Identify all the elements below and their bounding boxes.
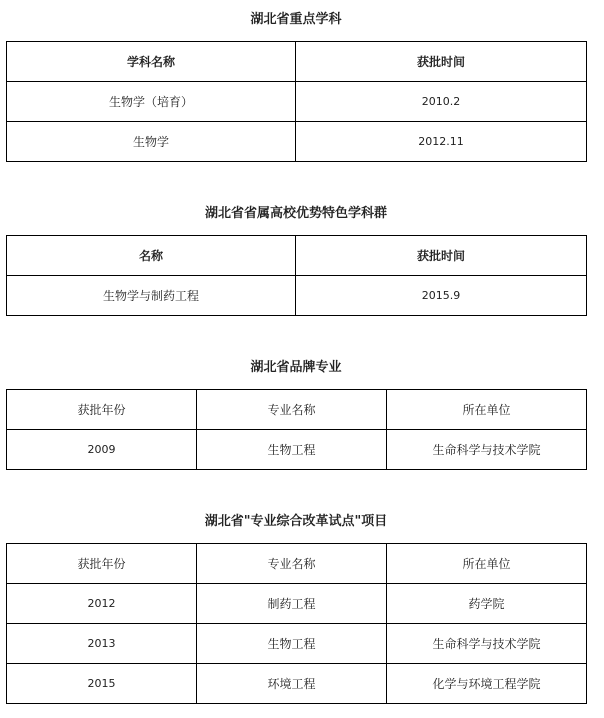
section-title-reform-pilot: 湖北省"专业综合改革试点"项目 — [204, 514, 388, 529]
column-header: 专业名称 — [197, 390, 387, 430]
table-cell: 2013 — [7, 624, 197, 664]
column-header: 名称 — [7, 236, 296, 276]
column-header: 所在单位 — [387, 544, 587, 584]
key-disciplines-table — [6, 41, 587, 162]
table-cell: 2010.2 — [296, 82, 587, 122]
table-cell: 生物工程 — [197, 430, 387, 470]
table-header-row — [7, 42, 587, 82]
section-title-key-disciplines: 湖北省重点学科 — [250, 12, 342, 27]
section-title-brand-majors: 湖北省品牌专业 — [250, 360, 342, 375]
table-cell: 2015.9 — [296, 276, 587, 316]
table-row — [7, 664, 587, 704]
column-header: 获批年份 — [7, 544, 197, 584]
column-header: 获批时间 — [296, 42, 587, 82]
table-cell: 2012 — [7, 584, 197, 624]
column-header: 获批年份 — [7, 390, 197, 430]
section-title-discipline-group: 湖北省省属高校优势特色学科群 — [204, 206, 387, 221]
table-row — [7, 122, 587, 162]
table-cell: 制药工程 — [197, 584, 387, 624]
table-cell: 生物工程 — [197, 624, 387, 664]
table-header-row — [7, 390, 587, 430]
table-row — [7, 430, 587, 470]
column-header: 专业名称 — [197, 544, 387, 584]
discipline-group-table — [6, 235, 587, 316]
table-header-row — [7, 236, 587, 276]
table-row — [7, 624, 587, 664]
column-header: 获批时间 — [296, 236, 587, 276]
table-cell: 生物学（培育） — [7, 82, 296, 122]
table-row — [7, 584, 587, 624]
table-cell: 生命科学与技术学院 — [387, 624, 587, 664]
brand-majors-table — [6, 389, 587, 470]
table-row — [7, 276, 587, 316]
table-cell: 化学与环境工程学院 — [387, 664, 587, 704]
table-cell: 生物学与制药工程 — [7, 276, 296, 316]
column-header: 学科名称 — [7, 42, 296, 82]
column-header: 所在单位 — [387, 390, 587, 430]
table-cell: 2015 — [7, 664, 197, 704]
table-cell: 生物学 — [7, 122, 296, 162]
table-cell: 环境工程 — [197, 664, 387, 704]
table-cell: 药学院 — [387, 584, 587, 624]
table-row — [7, 82, 587, 122]
table-header-row — [7, 544, 587, 584]
table-cell: 生命科学与技术学院 — [387, 430, 587, 470]
reform-pilot-table — [6, 543, 587, 704]
table-cell: 2009 — [7, 430, 197, 470]
table-cell: 2012.11 — [296, 122, 587, 162]
